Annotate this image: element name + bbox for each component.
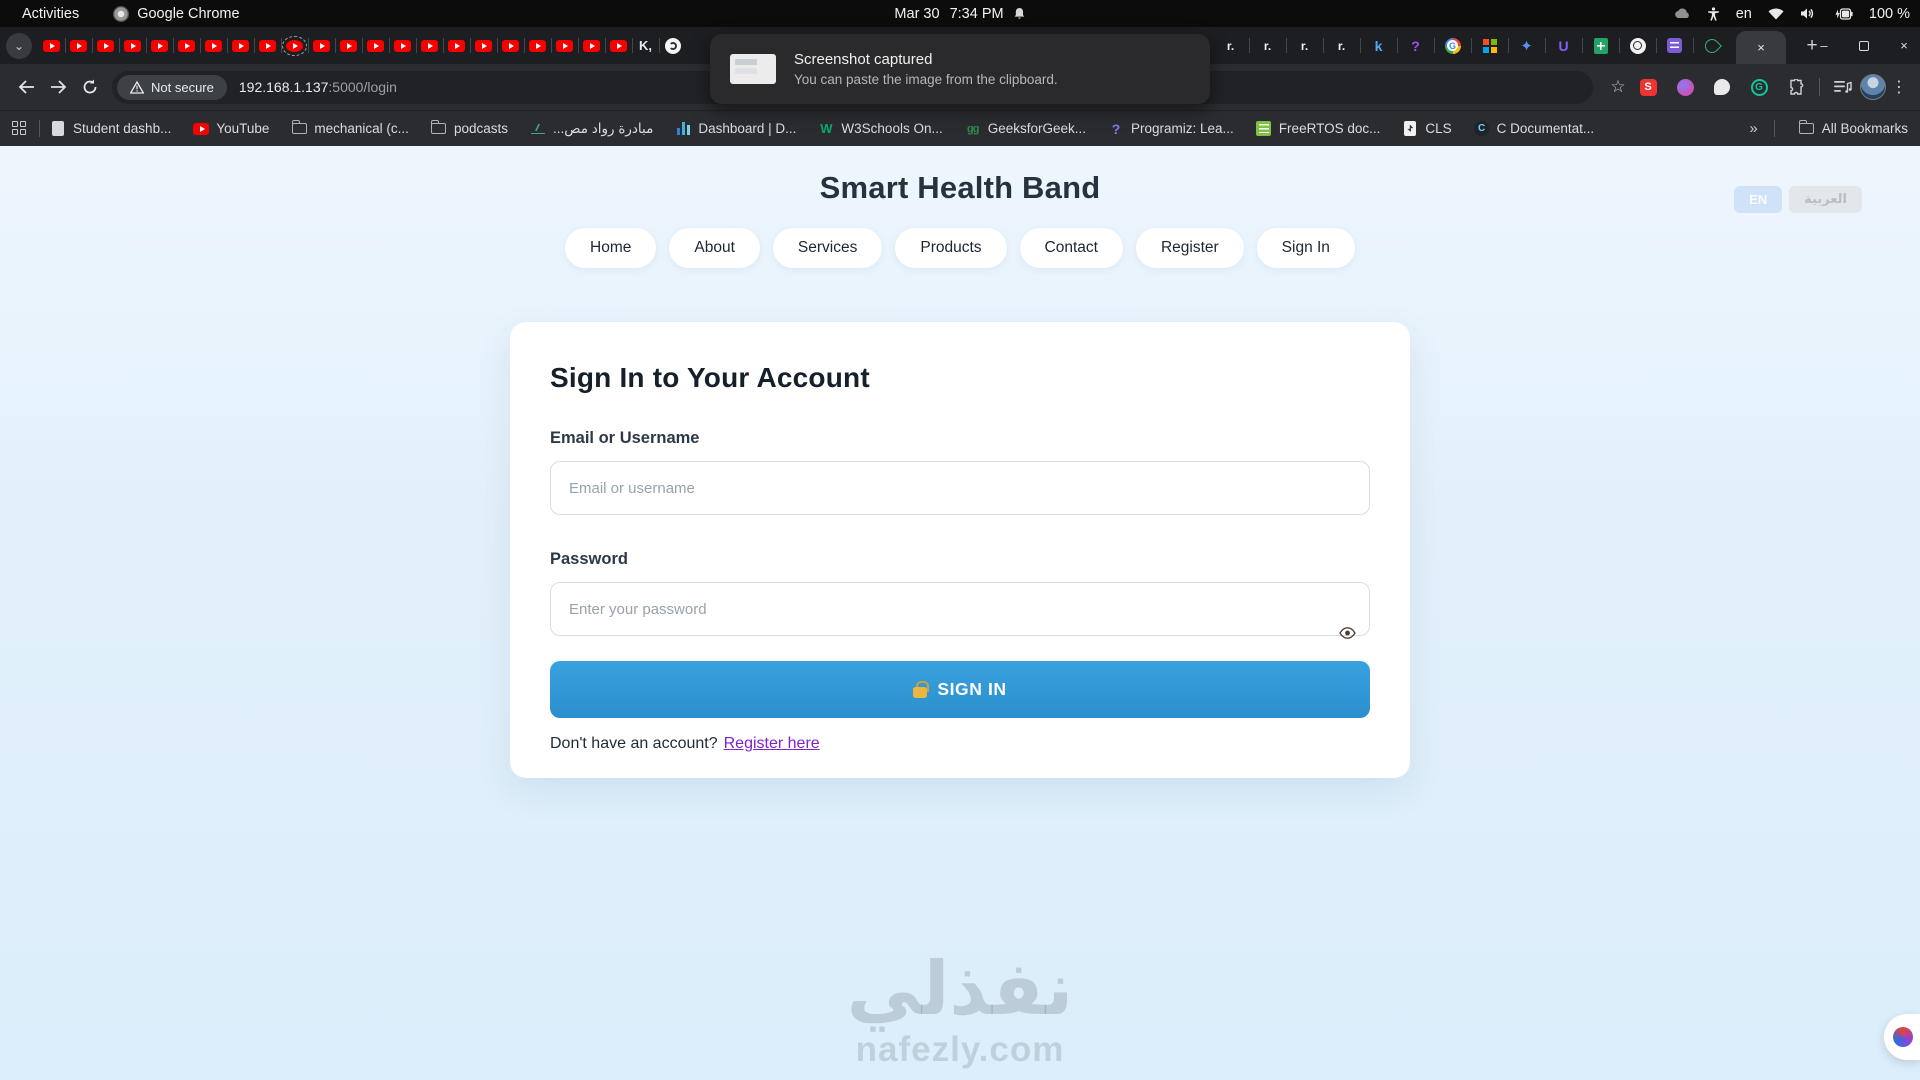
pinned-tab-programiz[interactable]: ? — [1397, 27, 1434, 64]
url-text: 192.168.1.137:5000/login — [238, 79, 397, 95]
pinned-tab-udemy[interactable]: U — [1545, 27, 1582, 64]
youtube-icon — [475, 40, 492, 52]
watermark-domain: nafezly.com — [855, 1030, 1065, 1069]
close-tab-icon[interactable]: × — [1757, 40, 1765, 55]
pinned-tab-notes[interactable] — [1656, 27, 1693, 64]
bookmark-item[interactable] — [1256, 121, 1381, 137]
pinned-tab-openai[interactable] — [1619, 27, 1656, 64]
signin-card — [510, 322, 1410, 778]
date-label: Mar 30 — [894, 5, 940, 22]
pinned-tab-youtube[interactable] — [470, 27, 497, 64]
watermark-arabic: نفذلي — [846, 946, 1074, 1032]
screenshot-thumbnail-icon — [730, 54, 776, 84]
bookmark-label: W3Schools On... — [841, 121, 943, 136]
apps-grid-icon[interactable] — [12, 121, 27, 136]
bookmark-item[interactable] — [1108, 121, 1234, 137]
youtube-icon — [421, 40, 438, 52]
pinned-tab-leaf[interactable] — [1693, 27, 1730, 64]
youtube-icon — [259, 40, 276, 52]
web-page — [0, 146, 1920, 1080]
nav-item-products[interactable]: Products — [895, 228, 1006, 268]
youtube-icon — [556, 40, 573, 52]
bookmarks-overflow-button[interactable]: » — [1749, 120, 1758, 137]
new-tab-button[interactable]: + — [1806, 34, 1818, 56]
folder-icon — [431, 121, 447, 137]
media-controls-button[interactable] — [1828, 72, 1858, 102]
bookmark-label: FreeRTOS doc... — [1278, 121, 1381, 136]
pinned-tab-youtube[interactable] — [227, 27, 254, 64]
security-chip[interactable] — [117, 75, 227, 100]
bookmark-item[interactable] — [291, 121, 409, 137]
lang-ar-button[interactable]: العربية — [1789, 186, 1862, 213]
pinned-tab-podcast-circle[interactable] — [659, 27, 686, 64]
ext-grammarly-icon[interactable]: G — [1744, 72, 1774, 102]
extension-orb-icon — [1893, 1027, 1913, 1047]
bookmark-label: Student dashb... — [73, 121, 172, 136]
activities-button[interactable]: Activities — [22, 5, 80, 22]
lock-icon — [913, 681, 927, 698]
language-switch — [1734, 186, 1862, 213]
bookmark-label: podcasts — [453, 121, 508, 136]
bookmark-label: Programiz: Lea... — [1131, 121, 1234, 136]
pinned-tab-k-letter[interactable]: K, — [632, 27, 659, 64]
bookmark-label: YouTube — [216, 121, 270, 136]
cloud-indicator-icon — [1674, 8, 1691, 19]
lang-en-button[interactable]: EN — [1734, 186, 1782, 213]
youtube-icon — [232, 40, 249, 52]
pinned-tab-youtube[interactable] — [173, 27, 200, 64]
pinned-tab-youtube[interactable] — [308, 27, 335, 64]
nav-item-sign-in[interactable]: Sign In — [1257, 228, 1355, 268]
cls-icon — [1402, 121, 1418, 137]
youtube-icon — [610, 40, 627, 52]
bookmark-item[interactable] — [1474, 121, 1595, 137]
bookmarks-separator — [39, 120, 40, 137]
youtube-icon — [43, 40, 60, 52]
pinned-tab-youtube[interactable] — [92, 27, 119, 64]
back-button[interactable] — [10, 71, 42, 103]
chart-icon — [530, 121, 546, 137]
bookmark-label: GeeksforGeek... — [987, 121, 1087, 136]
bookmark-label: mechanical (c... — [314, 121, 409, 136]
pinned-tab-google[interactable] — [1434, 27, 1471, 64]
gg-icon: gg — [966, 122, 979, 135]
folder-icon — [291, 121, 307, 137]
pinned-tab-youtube[interactable] — [254, 27, 281, 64]
youtube-icon — [583, 40, 600, 52]
youtube-icon — [502, 40, 519, 52]
email-field[interactable] — [550, 461, 1370, 515]
time-label: 7:34 PM — [949, 5, 1004, 22]
pinned-tab-youtube[interactable] — [416, 27, 443, 64]
folder-icon — [1799, 121, 1815, 137]
pinned-tab-youtube[interactable] — [119, 27, 146, 64]
nav-item-contact[interactable]: Contact — [1020, 228, 1123, 268]
pinned-tab-youtube[interactable] — [497, 27, 524, 64]
pinned-tab-youtube[interactable] — [146, 27, 173, 64]
youtube-icon — [97, 40, 114, 52]
signin-heading: Sign In to Your Account — [550, 362, 870, 393]
window-minimize-button[interactable]: – — [1820, 38, 1828, 53]
keyboard-layout-indicator[interactable]: en — [1735, 5, 1752, 22]
nav-item-services[interactable]: Services — [773, 228, 882, 268]
bookmark-item[interactable] — [50, 121, 171, 137]
nav-item-home[interactable]: Home — [565, 228, 656, 268]
youtube-icon — [70, 40, 87, 52]
register-link[interactable]: Register here — [723, 735, 820, 752]
ext-brain-icon[interactable] — [1670, 72, 1700, 102]
pinned-tab-youtube[interactable] — [65, 27, 92, 64]
pinned-tab-youtube[interactable] — [335, 27, 362, 64]
nav-item-about[interactable]: About — [669, 228, 760, 268]
screenshot-notification[interactable] — [710, 34, 1210, 104]
ext-blob-icon[interactable] — [1707, 72, 1737, 102]
bookmark-item[interactable] — [530, 121, 653, 137]
bookmarks-bar — [0, 110, 1920, 146]
bookmark-item[interactable] — [431, 121, 508, 137]
bookmark-item[interactable] — [675, 121, 796, 137]
youtube-icon — [124, 40, 141, 52]
pinned-tab-microsoft[interactable] — [1471, 27, 1508, 64]
doc-icon — [50, 121, 66, 137]
password-label: Password — [550, 550, 628, 568]
email-label: Email or Username — [550, 429, 700, 447]
bookmark-star-button[interactable]: ☆ — [1610, 77, 1626, 96]
site-title: Smart Health Band — [819, 170, 1101, 205]
pinned-tab-freertos[interactable]: r. — [1226, 38, 1235, 53]
pinned-tab-youtube[interactable] — [362, 27, 389, 64]
youtube-icon — [151, 40, 168, 52]
pinned-tab-youtube[interactable] — [281, 27, 308, 64]
cdoc-icon: C — [1474, 121, 1490, 137]
notification-body: You can paste the image from the clipboard. — [794, 72, 1058, 87]
battery-percent-label: 100 % — [1868, 5, 1910, 22]
toolbar-separator — [1819, 78, 1820, 96]
wifi-icon — [1768, 8, 1784, 20]
register-prompt: Don't have an account? Register here — [550, 735, 820, 752]
app-menu[interactable] — [113, 6, 239, 22]
youtube-icon — [340, 40, 357, 52]
pinned-tab-youtube[interactable] — [551, 27, 578, 64]
bookmark-label: CLS — [1425, 121, 1452, 136]
youtube-icon — [178, 40, 195, 52]
ext-s-icon[interactable]: S — [1633, 72, 1663, 102]
bookmark-label: ...مبادرة رواد مص — [552, 120, 654, 136]
youtube-icon — [394, 40, 411, 52]
window-controls — [1816, 27, 1912, 64]
pinned-tab-freertos[interactable]: r. — [1323, 27, 1360, 64]
pinned-tab-freertos[interactable]: r. — [1249, 27, 1286, 64]
pinned-tab-youtube[interactable] — [578, 27, 605, 64]
youtube-icon — [286, 40, 303, 52]
chrome-menu-button[interactable]: ⋮ — [1891, 79, 1907, 96]
pinned-tab-youtube[interactable] — [443, 27, 470, 64]
profile-avatar[interactable] — [1858, 72, 1888, 102]
all-bookmarks-button[interactable] — [1799, 121, 1908, 137]
bookmark-label: Dashboard | D... — [698, 121, 797, 136]
window-restore-button[interactable] — [1856, 41, 1872, 51]
tab-search-chevron-icon[interactable]: ⌄ — [6, 33, 32, 59]
system-top-bar — [0, 0, 1920, 27]
accessibility-icon[interactable] — [1707, 7, 1720, 21]
pinned-tab-gemini[interactable]: ✦ — [1508, 27, 1545, 64]
nav-item-register[interactable]: Register — [1136, 228, 1244, 268]
puzzle-icon[interactable] — [1781, 72, 1811, 102]
volume-icon — [1800, 7, 1815, 20]
youtube-icon — [529, 40, 546, 52]
youtube-icon — [367, 40, 384, 52]
youtube-icon — [313, 40, 330, 52]
pinned-tab-youtube[interactable] — [605, 27, 632, 64]
pinned-tab-youtube[interactable] — [524, 27, 551, 64]
sign-in-button[interactable] — [550, 661, 1370, 718]
bookmark-item[interactable] — [818, 121, 942, 137]
bookmark-item[interactable] — [1402, 121, 1451, 137]
sign-in-button-label: SIGN IN — [937, 679, 1007, 699]
pinned-tab-youtube[interactable] — [38, 27, 65, 64]
active-tab[interactable] — [1736, 31, 1786, 64]
all-bookmarks-label: All Bookmarks — [1821, 121, 1908, 136]
question-icon: ? — [1111, 120, 1121, 137]
forward-button[interactable] — [42, 71, 74, 103]
bookmarks-separator-2 — [1774, 120, 1775, 137]
pinned-tab-freertos[interactable]: r. — [1286, 27, 1323, 64]
chrome-icon — [113, 6, 129, 22]
rtos-icon — [1256, 121, 1272, 137]
main-nav — [0, 228, 1920, 268]
window-close-button[interactable]: × — [1900, 38, 1908, 53]
youtube-icon — [193, 121, 209, 137]
bookmark-item[interactable] — [193, 121, 269, 137]
bookmark-label: C Documentat... — [1496, 121, 1595, 136]
pinned-tab-sheets[interactable] — [1582, 27, 1619, 64]
notification-title: Screenshot captured — [794, 51, 933, 68]
youtube-icon — [205, 40, 222, 52]
youtube-icon — [448, 40, 465, 52]
reload-button[interactable] — [74, 71, 106, 103]
warning-icon — [130, 81, 144, 94]
security-label: Not secure — [151, 79, 214, 95]
notification-bell-icon — [1014, 7, 1026, 20]
app-menu-label: Google Chrome — [137, 5, 240, 22]
pinned-tab-youtube[interactable] — [200, 27, 227, 64]
password-reveal-eye-icon[interactable] — [1338, 626, 1356, 640]
avatar-image — [1860, 74, 1886, 100]
w3-icon: W — [820, 121, 833, 136]
clock-menu[interactable] — [894, 6, 1025, 22]
battery-icon — [1831, 8, 1853, 20]
dash-icon — [675, 121, 691, 137]
password-field[interactable] — [550, 582, 1370, 636]
bookmark-item[interactable] — [965, 121, 1086, 137]
pinned-tab-youtube[interactable] — [389, 27, 416, 64]
pinned-tab-kernel[interactable]: k — [1360, 27, 1397, 64]
